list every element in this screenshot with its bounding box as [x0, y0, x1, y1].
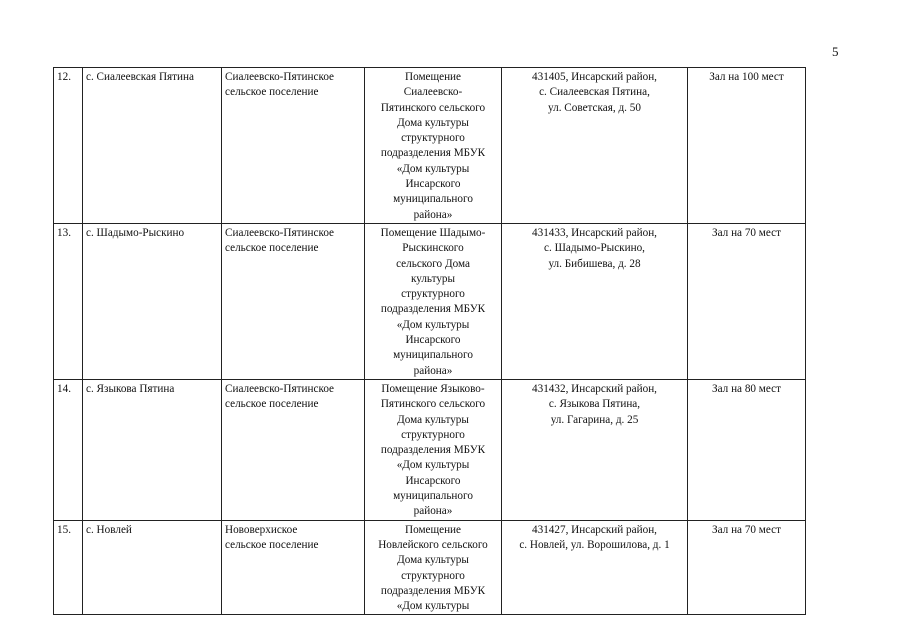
premises-line: Новлейского сельского [378, 538, 488, 551]
premises-line: подразделения МБУК [380, 584, 486, 597]
premises-line: структурного [401, 288, 465, 301]
row-number-cell [54, 223, 83, 379]
premises-line: «Дом культуры [396, 600, 470, 613]
premises-line: Помещение Языково- [381, 382, 485, 395]
premises-line: Помещение Шадымо- [380, 226, 486, 239]
premises-line: подразделения МБУК [380, 147, 486, 160]
village-cell [83, 223, 222, 379]
premises-cell [365, 68, 502, 224]
settlement-line: сельское поселение [225, 242, 319, 255]
capacity-text: Зал на 70 мест [712, 226, 781, 239]
premises-line: «Дом культуры [396, 459, 470, 472]
address-line: с. Сиалеевская Пятина, [539, 86, 650, 99]
page-number: 5 [832, 44, 839, 59]
row-number: 15. [57, 523, 71, 536]
premises-line: культуры [410, 272, 456, 285]
capacity-text: Зал на 100 мест [709, 71, 784, 83]
premises-line: структурного [401, 428, 465, 441]
settlement-cell [222, 68, 365, 224]
address-line: 431427, Инсарский район, [532, 523, 657, 536]
village-cell [83, 68, 222, 224]
settlement-line: сельское поселение [225, 86, 319, 99]
premises-line: муниципального [393, 349, 473, 362]
address-cell [502, 379, 688, 520]
premises-line: «Дом культуры [396, 162, 470, 175]
premises-line: сельского Дома [396, 257, 470, 270]
address-line: ул. Гагарина, д. 25 [550, 413, 639, 426]
address-line: с. Языкова Пятина, [548, 398, 641, 411]
premises-line: муниципального [393, 193, 473, 206]
premises-cell [365, 379, 502, 520]
premises-line: Инсарского [405, 178, 461, 191]
village-name: с. Новлей [86, 523, 132, 536]
table-row [54, 379, 806, 520]
capacity-cell [688, 223, 806, 379]
settlement-line: Сиалеевско-Пятинское [225, 226, 335, 239]
premises-line: района» [413, 505, 453, 518]
premises-line: Помещение [404, 71, 462, 83]
premises-line: подразделения МБУК [380, 303, 486, 316]
premises-cell [365, 520, 502, 615]
settlement-cell [222, 223, 365, 379]
row-number-cell [54, 379, 83, 520]
premises-line: Пятинского сельского [380, 398, 486, 411]
settlement-line: Сиалеевско-Пятинское [225, 71, 335, 83]
premises-line: Сиалеевско- [403, 86, 463, 99]
row-number-cell [54, 68, 83, 224]
address-line: ул. Бибишева, д. 28 [548, 257, 641, 270]
village-name: с. Языкова Пятина [86, 382, 175, 395]
row-number: 12. [57, 71, 71, 83]
capacity-cell [688, 68, 806, 224]
row-number: 13. [57, 226, 71, 239]
row-number-cell [54, 520, 83, 615]
village-name: с. Сиалеевская Пятина [86, 71, 194, 83]
premises-line: структурного [401, 132, 465, 145]
capacity-text: Зал на 80 мест [712, 382, 781, 395]
premises-line: района» [413, 208, 453, 221]
settlement-cell [222, 379, 365, 520]
premises-cell [365, 223, 502, 379]
premises-line: «Дом культуры [396, 318, 470, 331]
settlement-line: Сиалеевско-Пятинское [225, 382, 335, 395]
table-row [54, 520, 806, 615]
address-line: 431433, Инсарский район, [532, 226, 657, 239]
premises-line: Инсарского [405, 474, 461, 487]
settlement-line: Нововерхиское [225, 523, 298, 536]
premises-line: района» [413, 364, 453, 377]
premises-line: структурного [401, 569, 465, 582]
settlement-line: сельское поселение [225, 538, 319, 551]
address-cell [502, 68, 688, 224]
row-number: 14. [57, 382, 71, 395]
village-cell [83, 379, 222, 520]
table-body [54, 68, 806, 615]
capacity-text: Зал на 70 мест [712, 523, 781, 536]
address-line: с. Шадымо-Рыскино, [544, 242, 645, 255]
premises-line: Дома культуры [397, 116, 469, 129]
table-row [54, 68, 806, 224]
premises-line: Пятинского сельского [380, 101, 486, 114]
premises-line: Инсарского [405, 334, 461, 347]
settlement-cell [222, 520, 365, 615]
premises-line: Дома культуры [397, 554, 469, 567]
polling-locations-table [53, 67, 806, 615]
address-line: 431432, Инсарский район, [532, 382, 657, 395]
premises-line: Рыскинского [402, 242, 464, 255]
address-line: с. Новлей, ул. Ворошилова, д. 1 [519, 538, 670, 551]
capacity-cell [688, 379, 806, 520]
premises-line: Помещение [404, 523, 462, 536]
address-line: 431405, Инсарский район, [532, 71, 657, 83]
address-line: ул. Советская, д. 50 [548, 101, 641, 114]
address-cell [502, 223, 688, 379]
table-row [54, 223, 806, 379]
settlement-line: сельское поселение [225, 398, 319, 411]
premises-line: муниципального [393, 490, 473, 503]
address-cell [502, 520, 688, 615]
capacity-cell [688, 520, 806, 615]
village-name: с. Шадымо-Рыскино [86, 226, 185, 239]
village-cell [83, 520, 222, 615]
premises-line: подразделения МБУК [380, 444, 486, 457]
premises-line: Дома культуры [397, 413, 469, 426]
